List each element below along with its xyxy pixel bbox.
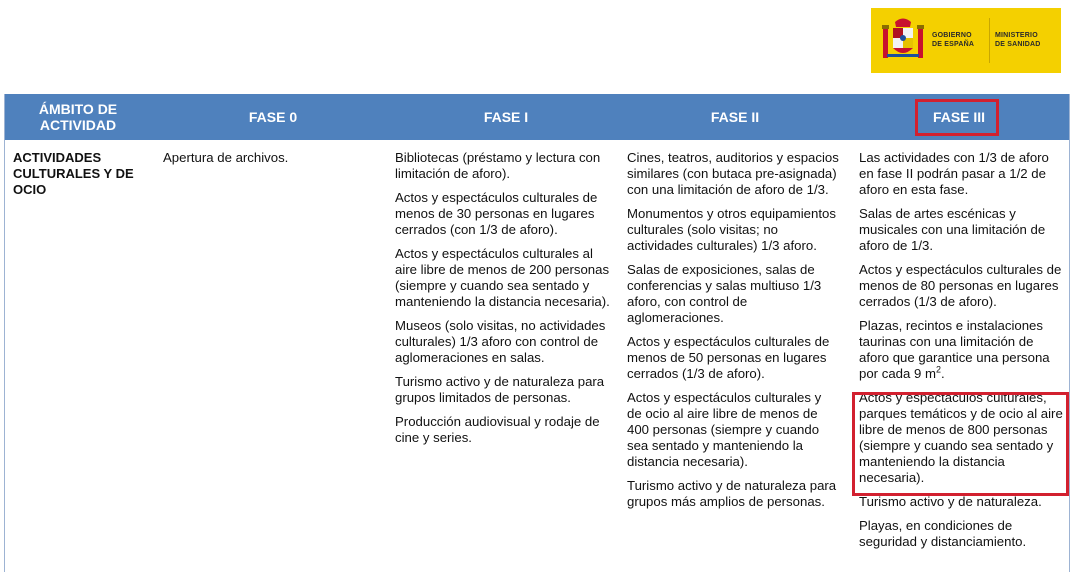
list-item: Bibliotecas (préstamo y lectura con limitación de aforo).: [395, 150, 601, 181]
table-header-row: [5, 94, 1069, 140]
list-item: Actos y espectáculos culturales al aire libre de menos de 200 personas (siempre y cuando sea sentado y manteniendo la distancia necesaria).: [395, 246, 610, 309]
list-item: Playas, en condiciones de seguridad y distanciamiento.: [859, 518, 1027, 549]
header-fase-3: FASE III: [932, 109, 986, 125]
coat-of-arms-icon: [879, 14, 927, 67]
list-item-suffix: .: [940, 366, 945, 381]
phases-table: [4, 94, 1070, 572]
list-item: [859, 318, 1063, 382]
list-item: Salas de artes escénicas y musicales con una limitación de aforo de 1/3.: [859, 206, 1046, 253]
list-item-text: Plazas, recintos e instalaciones taurinas con una limitación de aforo que garantice una persona por cada 9 m: [859, 318, 1050, 381]
fase-3-highlight: [915, 99, 999, 136]
list-item: Actos y espectáculos culturales de menos de 80 personas en lugares cerrados (1/3 de aforo).: [859, 262, 1062, 309]
list-item: Museos (solo visitas, no actividades culturales) 1/3 aforo con control de aglomeraciones en salas.: [395, 318, 606, 365]
logo-text-ministerio: MINISTERIO DE SANIDAD: [995, 32, 1041, 48]
list-item: Apertura de archivos.: [163, 150, 289, 165]
header-fase-1: FASE I: [483, 109, 529, 125]
list-item: Actos y espectáculos culturales y de ocio al aire libre de menos de 400 personas (siempre y cuando sea sentado y manteniendo la distancia necesaria).: [627, 390, 822, 469]
list-item: Las actividades con 1/3 de aforo en fase II podrán pasar a 1/2 de aforo en esta fase.: [859, 150, 1049, 197]
item-highlight-box: [852, 392, 1069, 496]
gobierno-logo: [871, 8, 1061, 73]
logo-divider: [989, 18, 990, 63]
list-item: Turismo activo y de naturaleza.: [859, 494, 1042, 509]
cell-fase-3: [859, 150, 1063, 558]
list-item-highlighted: Actos y espectáculos culturales, parques temáticos y de ocio al aire libre de menos de 800 personas (siempre y cuando sea sentado y manteniendo la distancia necesaria).: [859, 390, 1063, 485]
list-item: Cines, teatros, auditorios y espacios similares (con butaca pre-asignada) con una limitación de aforo de 1/3.: [627, 150, 839, 197]
logo-text-gobierno: GOBIERNO DE ESPAÑA: [932, 32, 975, 48]
list-item: Producción audiovisual y rodaje de cine y series.: [395, 414, 600, 445]
list-item: Turismo activo y de naturaleza para grupos limitados de personas.: [395, 374, 605, 405]
header-fase-2: FASE II: [710, 109, 760, 125]
superscript: 2: [935, 364, 941, 375]
list-item: Monumentos y otros equipamientos culturales (solo visitas; no actividades culturales) 1/3 aforo.: [627, 206, 836, 253]
cell-fase-1: [395, 150, 617, 454]
list-item: Actos y espectáculos culturales de menos de 50 personas en lugares cerrados (1/3 de aforo).: [627, 334, 830, 381]
header-ambito: ÁMBITO DE ACTIVIDAD: [38, 101, 118, 133]
header-fase-0: FASE 0: [248, 109, 298, 125]
cell-fase-2: [627, 150, 839, 518]
cell-fase-0: [163, 150, 383, 174]
row-ambito: ACTIVIDADES CULTURALES Y DE OCIO: [13, 150, 134, 197]
list-item: Turismo activo y de naturaleza para grupos más amplios de personas.: [627, 478, 837, 509]
list-item: Actos y espectáculos culturales de menos de 30 personas en lugares cerrados (con 1/3 de aforo).: [395, 190, 598, 237]
list-item: Salas de exposiciones, salas de conferencias y salas multiuso 1/3 aforo, con control de aglomeraciones.: [627, 262, 822, 325]
